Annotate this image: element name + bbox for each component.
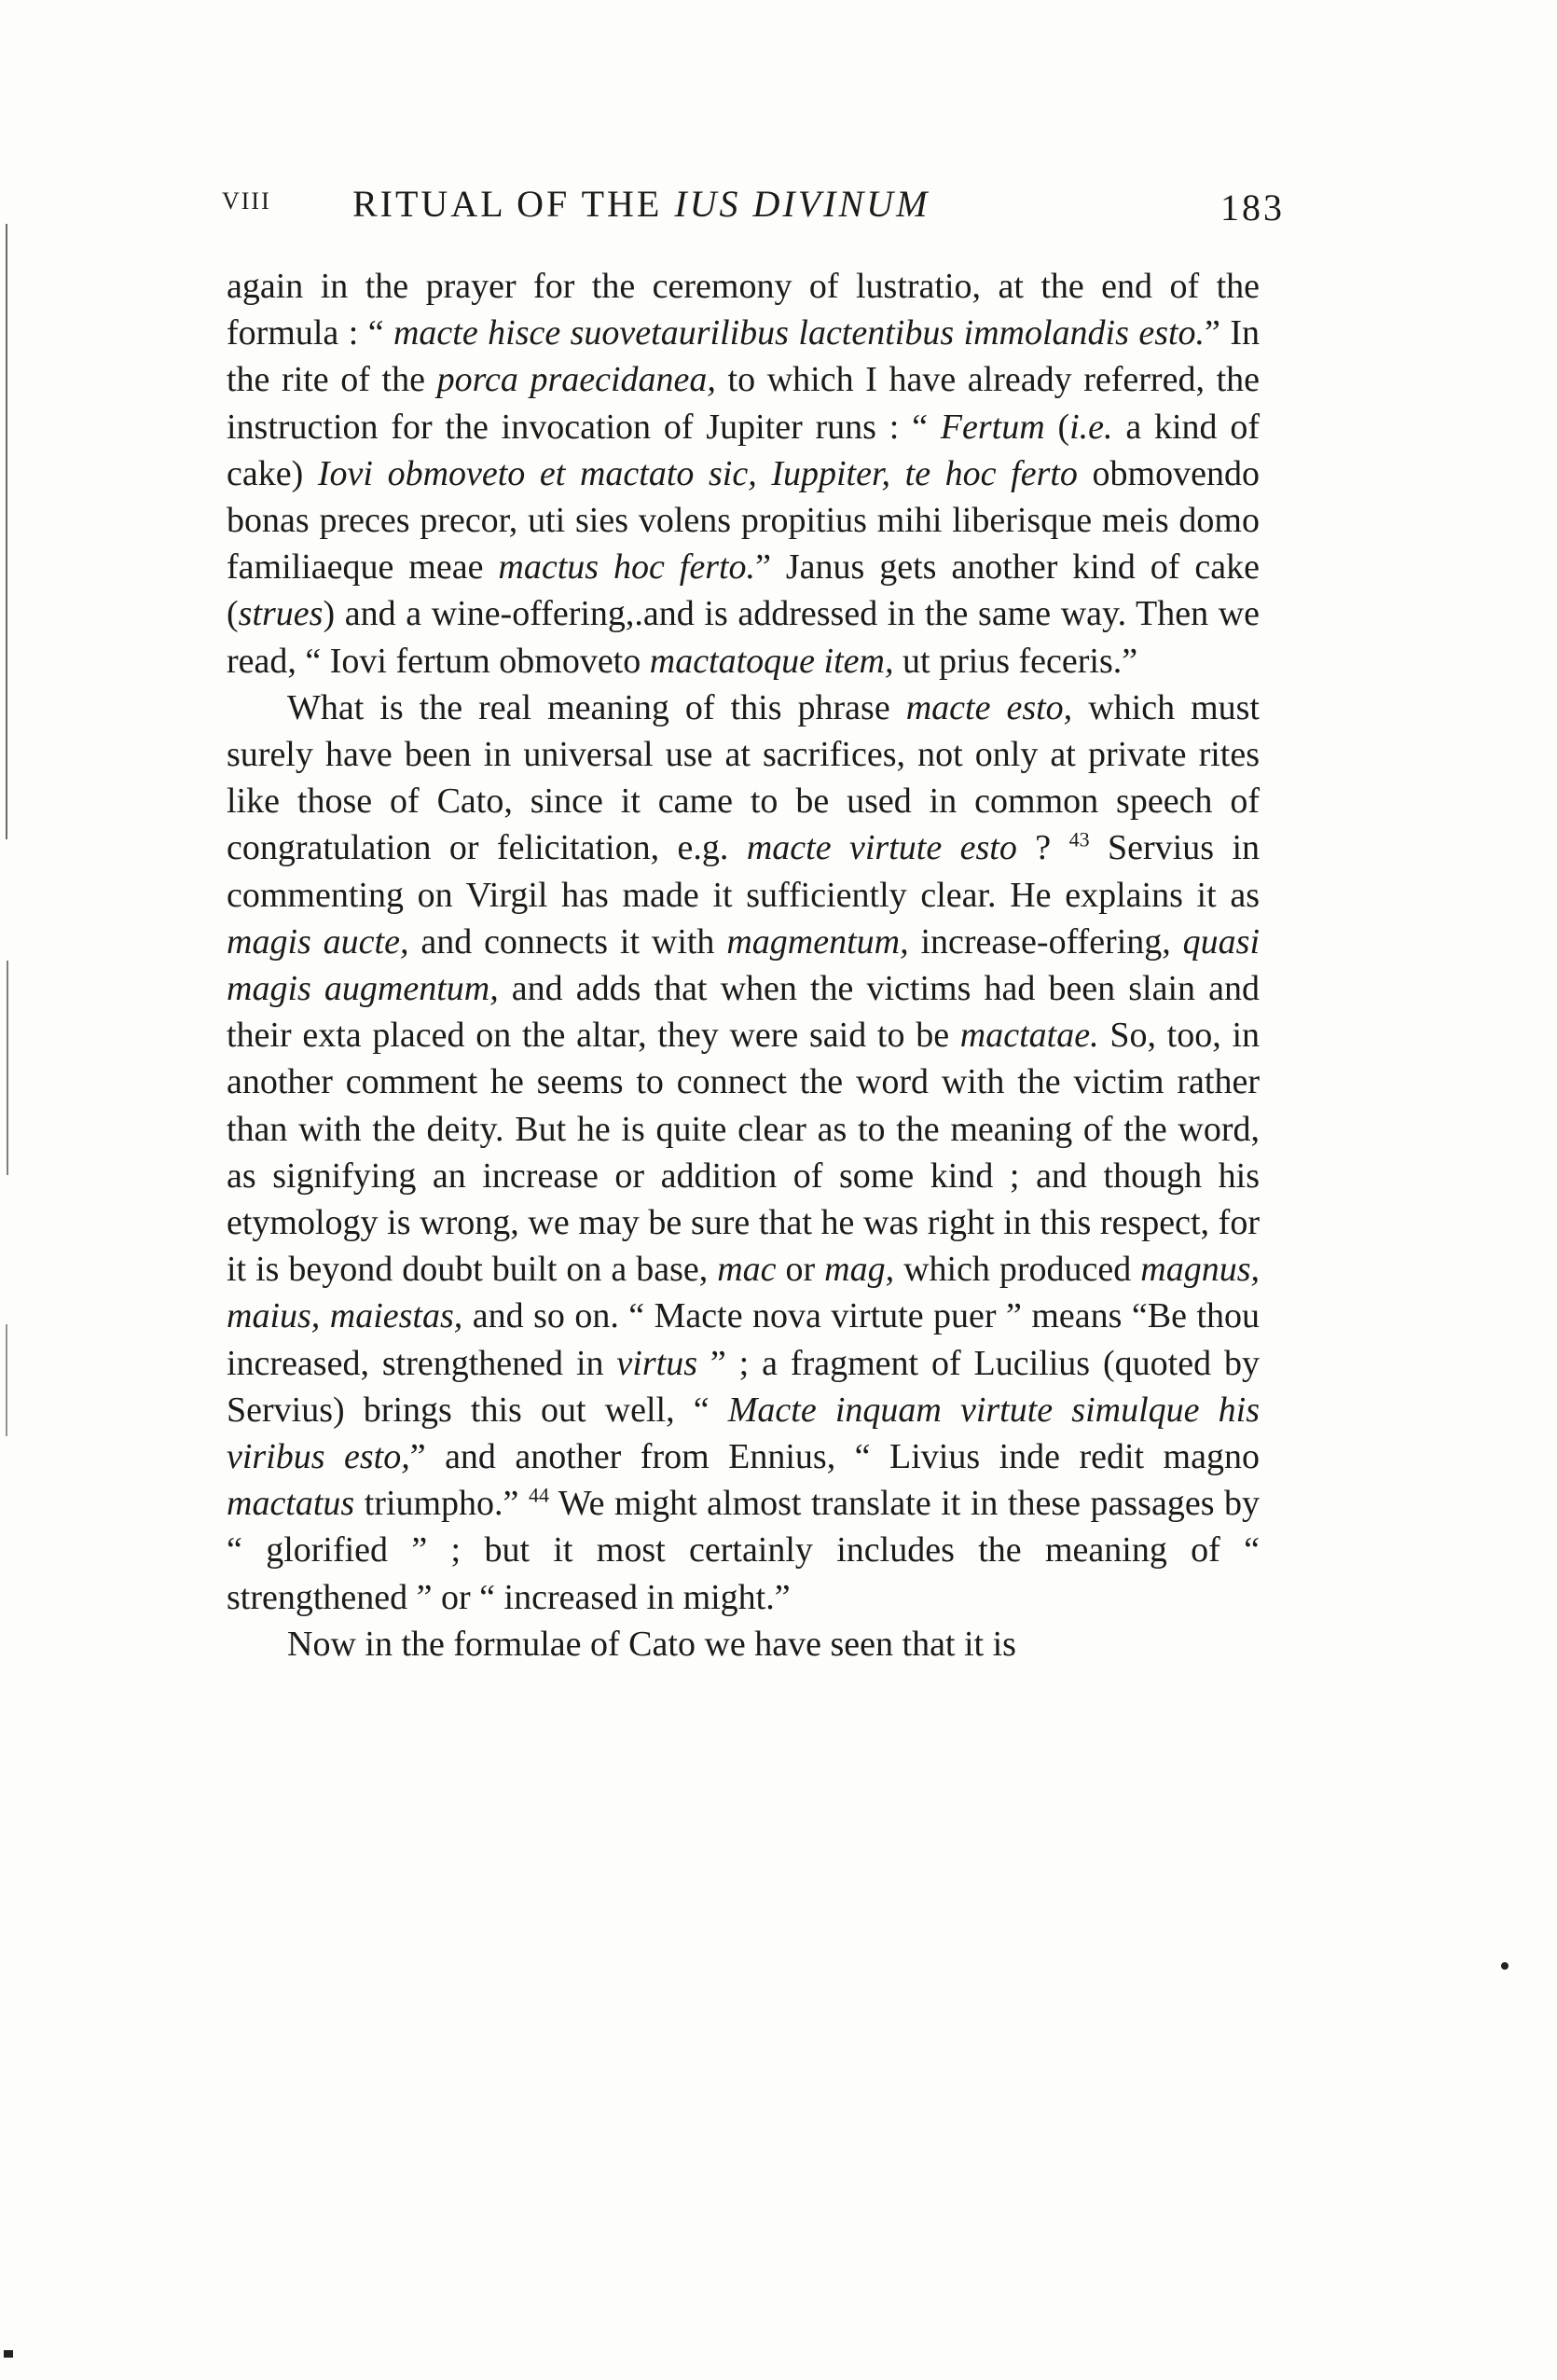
text-run: Now in the formulae of Cato we have seen that it is [287, 1624, 1016, 1664]
footnote-ref: 44 [528, 1483, 549, 1507]
italic-text: i.e. [1069, 407, 1113, 447]
text-run: which must surely have been in universal use at sacrifices, not only at private rites like those of Cato, since it came to be used in common speech of congratulation or felicitation, e.g. [227, 687, 1260, 868]
page-number: 183 [1220, 187, 1285, 228]
text-run: again in the prayer for the ceremony of lustratio, at the end of the formula : “ [227, 267, 1260, 353]
italic-text: Macte inquam virtute simulque his viribus esto, [227, 1390, 1261, 1477]
text-run: So, too, in another comment he seems to connect the word with the victim rather than with the deity. But he is quite clear as to the meaning of the word, as signifying an increase or addition of some kind ; and though his etymology is wrong, we may be sure that he was right in this respect, for it is beyond doubt built on a base, [227, 1016, 1261, 1290]
text-run: What is the real meaning of this phrase [287, 687, 906, 727]
text-run: obmovendo bonas preces precor, uti sies volens propitius mihi liberisque meis domo familiaeque meae [227, 453, 1260, 588]
margin-mark [1501, 1962, 1509, 1970]
body-text [227, 263, 1260, 1667]
scan-edge-mark [7, 961, 8, 1175]
text-run: ut prius feceris.” [893, 641, 1138, 681]
italic-text: quasi magis augmentum, [227, 921, 1261, 1009]
text-run: triumpho.” [354, 1484, 529, 1524]
italic-text: mac [717, 1250, 777, 1290]
text-run: ” and another from Ennius, “ Livius inde redit magno [409, 1437, 1260, 1477]
text-run: to which I have already referred, the instruction for the invocation of Jupiter runs : “ [227, 360, 1260, 447]
italic-text: mactus hoc ferto. [498, 547, 756, 588]
italic-text: Iovi obmoveto et mactato sic, Iuppiter, te hoc ferto [317, 453, 1078, 493]
italic-text: macte hisce suovetaurilibus lactentibus immolandis esto. [393, 313, 1206, 353]
text-run: increase-offering, [908, 921, 1183, 962]
text-run: and so on. “ Macte nova virtute puer ” means “Be thou increased, strengthened in [227, 1296, 1261, 1383]
italic-text: mactatus [227, 1484, 355, 1524]
paragraph [227, 685, 1260, 1621]
italic-text: macte esto, [905, 687, 1073, 727]
italic-text: mactatae. [959, 1016, 1099, 1056]
text-run: ? [1016, 828, 1069, 868]
chapter-number: VIII [222, 187, 271, 214]
italic-text: strues [238, 594, 324, 634]
scan-edge-mark [6, 1324, 7, 1436]
text-run: Servius in commenting on Virgil has made it sufficiently clear. He explains it as [227, 828, 1260, 915]
running-title-plain: RITUAL OF THE [352, 183, 675, 225]
paragraph [227, 263, 1260, 685]
italic-text: mag, [824, 1250, 895, 1290]
running-header [222, 182, 1285, 238]
italic-text: porca praecidanea, [436, 360, 716, 400]
scan-edge-mark [6, 224, 7, 839]
italic-text: mactatoque item, [649, 641, 894, 681]
text-run: ) and a wine-offering,.and is addressed in the same way. Then we read, “ Iovi fertum obmoveto [227, 594, 1260, 681]
text-run: which produced [894, 1250, 1141, 1290]
text-run: ” Janus gets another kind of cake ( [227, 547, 1260, 634]
footnote-ref: 43 [1068, 827, 1090, 851]
italic-text: Fertum [940, 407, 1045, 447]
text-run: a kind of cake) [227, 407, 1261, 493]
running-title [352, 182, 930, 226]
text-run: ( [1044, 407, 1070, 447]
italic-text: magmentum, [726, 921, 909, 962]
italic-text: macte virtute esto [746, 828, 1017, 868]
text-run: and connects it with [408, 921, 727, 962]
italic-text: magis aucte, [227, 921, 409, 962]
italic-text: virtus [616, 1343, 697, 1383]
paragraph [227, 1621, 1260, 1667]
text-run: ” In the rite of the [227, 313, 1260, 400]
text-run: or [776, 1250, 825, 1290]
text-run: We might almost translate it in these passages by “ glorified ” ; but it most certainly includes the meaning of “ strengthened ” or “ increased in might.” [227, 1484, 1260, 1617]
italic-text: magnus, maius, maiestas, [227, 1250, 1260, 1336]
running-title-italic: IUS DIVINUM [674, 183, 930, 225]
corner-mark [4, 2350, 13, 2358]
text-run: and adds that when the victims had been slain and their exta placed on the altar, they were said to be [227, 969, 1260, 1056]
text-run: ” ; a fragment of Lucilius (quoted by Servius) brings this out well, “ [227, 1343, 1260, 1430]
